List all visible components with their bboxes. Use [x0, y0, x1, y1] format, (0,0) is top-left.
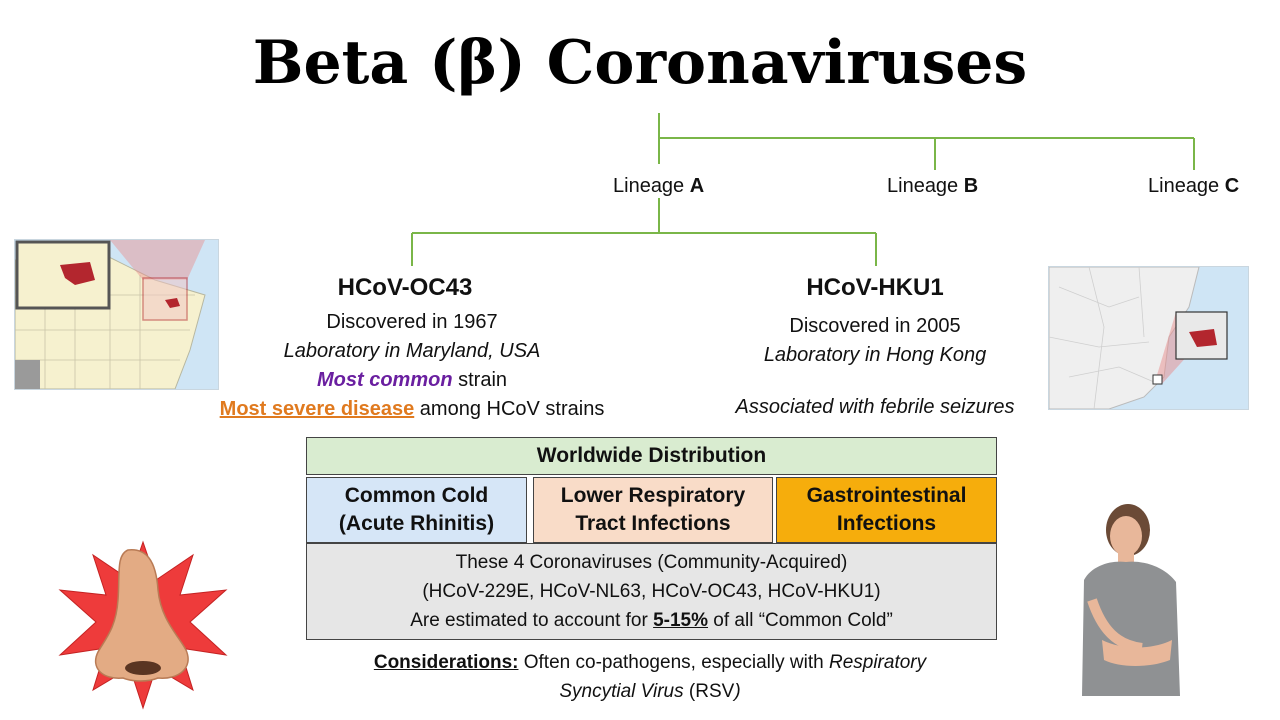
line3-pre: Are estimated to account for — [410, 610, 654, 631]
considerations-label: Considerations: — [373, 652, 519, 673]
table-header — [306, 437, 997, 475]
lineage-b-label — [887, 175, 978, 198]
oc43-name: HCoV-OC43 — [337, 274, 473, 301]
gastrointestinal-line2: Infections — [836, 512, 937, 535]
hku1-note: Associated with febrile seizures — [735, 396, 1015, 418]
hku1-name: HCoV-HKU1 — [806, 274, 944, 301]
lineage-a-letter: A — [689, 175, 705, 197]
table-body — [306, 543, 997, 640]
nose-illustration — [58, 540, 228, 710]
considerations-text2-italic: Syncytial Virus — [559, 681, 684, 702]
oc43-discovered: Discovered in 1967 — [326, 311, 498, 333]
page-title: Beta (β) Coronaviruses — [252, 28, 1028, 98]
oc43-lab: Laboratory in Maryland, USA — [283, 340, 541, 362]
common-cold-line2: (Acute Rhinitis) — [338, 512, 495, 535]
lineage-b-letter: B — [963, 175, 979, 197]
lineage-c-prefix: Lineage — [1148, 175, 1225, 197]
table-body-line3 — [410, 606, 893, 635]
common-cold-line1: Common Cold — [344, 484, 489, 507]
lower-respiratory-cell — [533, 477, 773, 543]
considerations-text1: Often co-pathogens, especially with — [518, 652, 829, 673]
considerations-text2-end: ) — [734, 681, 741, 702]
table-header-text: Worldwide Distribution — [536, 444, 767, 467]
most-common-rest: strain — [452, 369, 508, 391]
lineage-c-letter: C — [1224, 175, 1240, 197]
considerations-line2 — [290, 677, 1010, 706]
oc43-most-common — [262, 369, 562, 392]
most-severe-rest: among HCoV strains — [414, 398, 605, 420]
lower-respiratory-line2: Tract Infections — [575, 512, 731, 535]
woman-stomach-ache-photo — [1072, 500, 1190, 696]
usa-maryland-map — [14, 239, 219, 390]
most-severe-highlight: Most severe disease — [219, 398, 415, 420]
considerations-text1-italic: Respiratory — [828, 652, 927, 673]
table-body-line2: (HCoV-229E, HCoV-NL63, HCoV-OC43, HCoV-HKU1) — [422, 581, 881, 602]
lineage-a-prefix: Lineage — [613, 175, 690, 197]
considerations — [290, 648, 1010, 706]
hku1-lab: Laboratory in Hong Kong — [763, 344, 987, 366]
common-cold-cell — [306, 477, 527, 543]
line3-percentage: 5-15% — [653, 610, 709, 631]
gastrointestinal-cell — [776, 477, 997, 543]
lineage-b-prefix: Lineage — [887, 175, 964, 197]
line3-post: of all “Common Cold” — [708, 610, 893, 631]
china-hong-kong-map — [1048, 266, 1249, 410]
considerations-text2: (RSV — [683, 681, 735, 702]
lineage-c-label — [1148, 175, 1239, 198]
oc43-most-severe — [192, 398, 632, 421]
hku1-discovered: Discovered in 2005 — [789, 315, 961, 337]
table-body-line1: These 4 Coronaviruses (Community-Acquired) — [455, 552, 848, 573]
most-common-highlight: Most common — [316, 369, 453, 391]
lineage-a-label — [613, 175, 704, 198]
lower-respiratory-line1: Lower Respiratory — [560, 484, 746, 507]
distribution-table — [306, 437, 997, 640]
considerations-line1 — [290, 648, 1010, 677]
gastrointestinal-line1: Gastrointestinal — [806, 484, 967, 507]
